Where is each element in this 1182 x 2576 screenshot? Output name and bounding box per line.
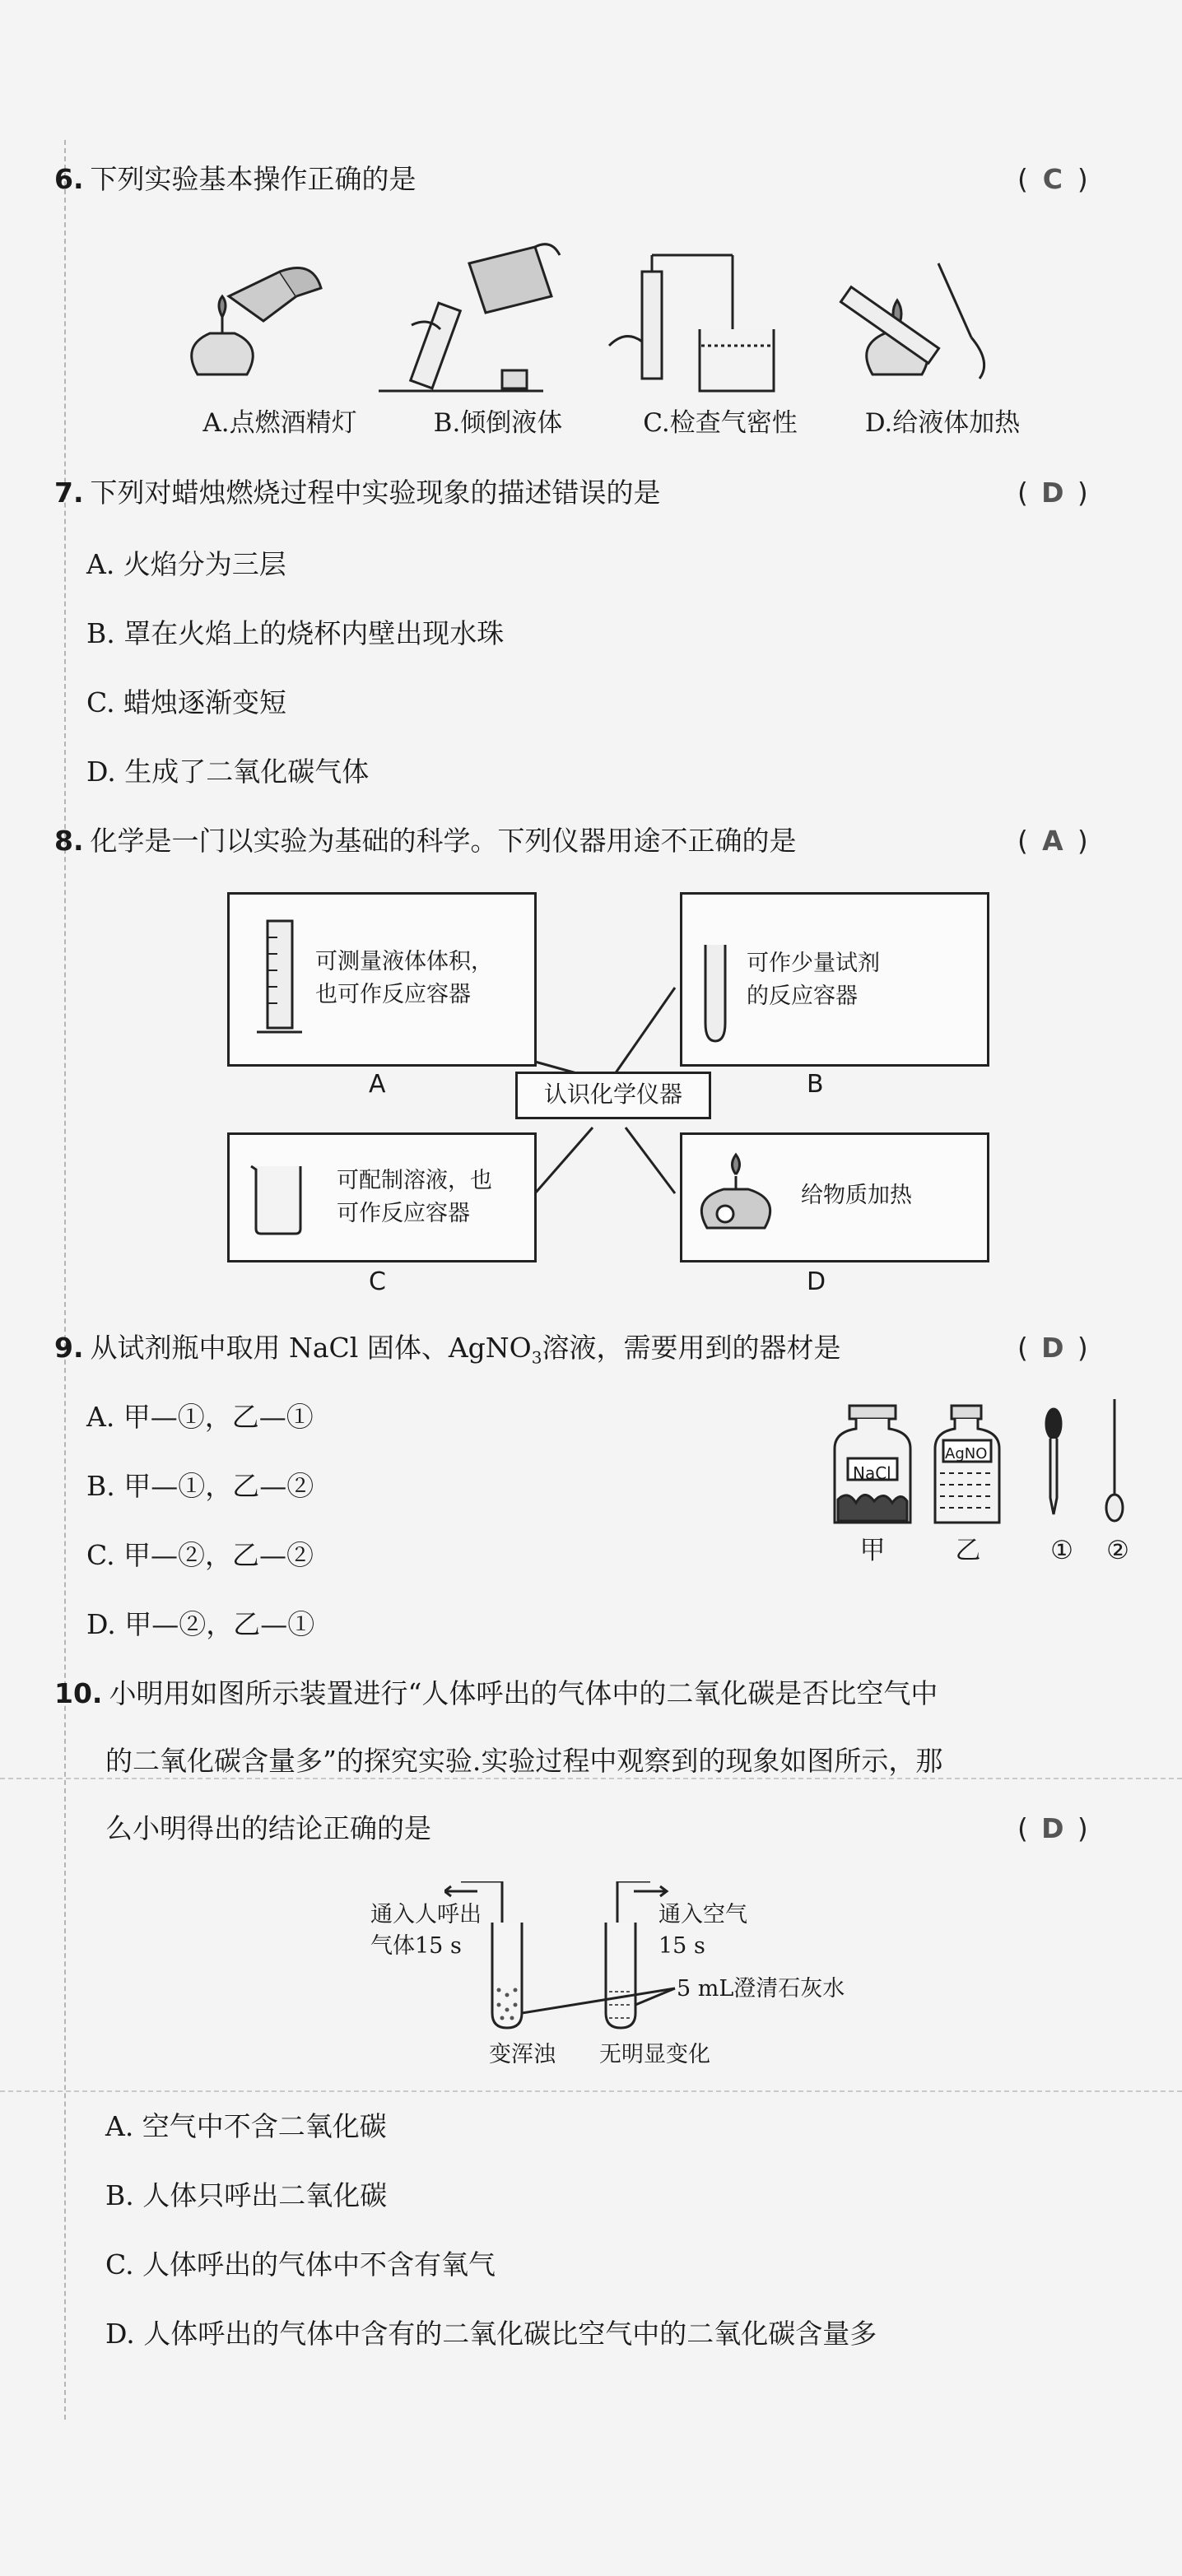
alcohol-lamp-icon [691, 1150, 781, 1240]
q9-option-a: A. 甲—①，乙—① [86, 1401, 314, 1433]
question-8-text: 化学是一门以实验为基础的科学。下列仪器用途不正确的是 [90, 825, 797, 857]
nacl-label: NaCl [853, 1463, 891, 1483]
q9-option-c: C. 甲—②，乙—② [86, 1539, 314, 1571]
airtightness-check-illustration [609, 255, 774, 391]
q7-option-b: B. 罩在火焰上的烧杯内壁出现水珠 [86, 617, 505, 649]
question-8-answer: ( A ) [1017, 821, 1088, 861]
q10-option-b: B. 人体只呼出二氧化碳 [105, 2179, 388, 2211]
pouring-liquid-illustration [379, 244, 560, 391]
question-9-text-pre: 从试剂瓶中取用 NaCl 固体、AgNO [90, 1332, 532, 1364]
caption-yi: 乙 [955, 1536, 981, 1565]
question-10 [54, 1674, 938, 1713]
caption-two: ② [1106, 1536, 1129, 1565]
question-7-number: 7. [54, 477, 84, 509]
question-10-number: 10. [54, 1677, 103, 1709]
q10-option-a: A. 空气中不含二氧化碳 [105, 2110, 387, 2142]
q6-option-b: B.倾倒液体 [433, 408, 563, 438]
question-10-line1: 小明用如图所示装置进行“人体呼出的气体中的二氧化碳是否比空气中 [109, 1677, 938, 1709]
q10-left-result: 变浑浊 [489, 2042, 556, 2067]
q8-label-a: A [369, 1070, 386, 1099]
caption-one: ① [1050, 1536, 1073, 1565]
q8-label-c: C [369, 1267, 386, 1296]
q9-option-b: B. 甲—①，乙—② [86, 1470, 314, 1502]
q9-option-d: D. 甲—②，乙—① [86, 1608, 315, 1640]
question-6-number: 6. [54, 163, 84, 195]
answer-6: C [1042, 163, 1063, 195]
q8-box-d-text: 给物质加热 [801, 1183, 912, 1208]
q7-option-a: A. 火焰分为三层 [86, 548, 286, 580]
question-7-text: 下列对蜡烛燃烧过程中实验现象的描述错误的是 [90, 477, 661, 509]
q8-box-a-text: 可测量液体体积， 也可作反应容器 [315, 949, 493, 1007]
question-8-number: 8. [54, 825, 84, 857]
q10-left-label: 通入人呼出 气体15 s [370, 1902, 482, 1959]
answer-8: A [1042, 825, 1063, 857]
spoon-icon [1106, 1399, 1123, 1521]
question-10-line3: 么小明得出的结论正确的是 [105, 1812, 431, 1844]
q8-box-a [227, 892, 537, 1067]
q8-box-b [680, 892, 989, 1067]
q8-box-d [680, 1132, 989, 1262]
question-7-answer: ( D ) [1017, 473, 1088, 513]
question-6 [54, 160, 416, 199]
question-10-line2: 的二氧化碳含量多”的探究实验.实验过程中观察到的现象如图所示，那 [105, 1745, 943, 1777]
question-9-subscript: 3 [531, 1347, 542, 1368]
q7-option-d: D. 生成了二氧化碳气体 [86, 756, 370, 788]
heating-liquid-illustration [840, 263, 984, 379]
caption-jia: 甲 [859, 1536, 886, 1565]
question-9 [54, 1328, 840, 1378]
q6-option-a: A.点燃酒精灯 [202, 408, 357, 438]
q8-box-b-text: 可作少量试剂 的反应容器 [747, 951, 880, 1009]
q10-right-label: 通入空气 15 s [658, 1902, 747, 1959]
question-6-answer: ( C ) [1017, 160, 1088, 199]
q8-center-title: 认识化学仪器 [515, 1072, 711, 1119]
q6-illustrations [165, 239, 1095, 403]
q10-liquid-label: 5 mL澄清石灰水 [677, 1976, 845, 2002]
beaker-icon [244, 1160, 310, 1238]
agno3-label: AgNO [945, 1445, 988, 1462]
answer-7: D [1041, 477, 1064, 509]
question-9-answer: ( D ) [1017, 1328, 1088, 1368]
q8-box-c-text: 可配制溶液，也 可作反应容器 [337, 1168, 492, 1226]
question-7 [54, 473, 661, 513]
test-tube-icon [699, 941, 732, 1048]
dropper-icon [1046, 1409, 1061, 1514]
q10-option-d: D. 人体呼出的气体中含有的二氧化碳比空气中的二氧化碳含量多 [105, 2318, 877, 2350]
lamp-lighting-illustration [192, 268, 321, 375]
question-8 [54, 821, 797, 861]
question-9-text-post: 溶液，需要用到的器材是 [542, 1332, 841, 1364]
q6-option-d: D.给液体加热 [864, 408, 1021, 438]
scan-fold-line-2 [0, 2090, 1182, 2092]
graduated-cylinder-icon [253, 913, 310, 1044]
question-6-text: 下列实验基本操作正确的是 [90, 163, 416, 195]
answer-10: D [1041, 1812, 1064, 1844]
question-9-number: 9. [54, 1332, 84, 1364]
q8-label-b: B [807, 1070, 824, 1099]
q10-option-c: C. 人体呼出的气体中不含有氧气 [105, 2248, 496, 2281]
q7-option-c: C. 蜡烛逐渐变短 [86, 686, 287, 718]
q6-option-c: C.检查气密性 [643, 408, 798, 438]
q8-box-c [227, 1132, 537, 1262]
q8-label-d: D [807, 1267, 826, 1296]
question-10-answer: ( D ) [1017, 1809, 1088, 1848]
agno3-bottle-icon [935, 1406, 999, 1523]
answer-9: D [1041, 1332, 1064, 1364]
q10-right-result: 无明显变化 [599, 2042, 710, 2067]
